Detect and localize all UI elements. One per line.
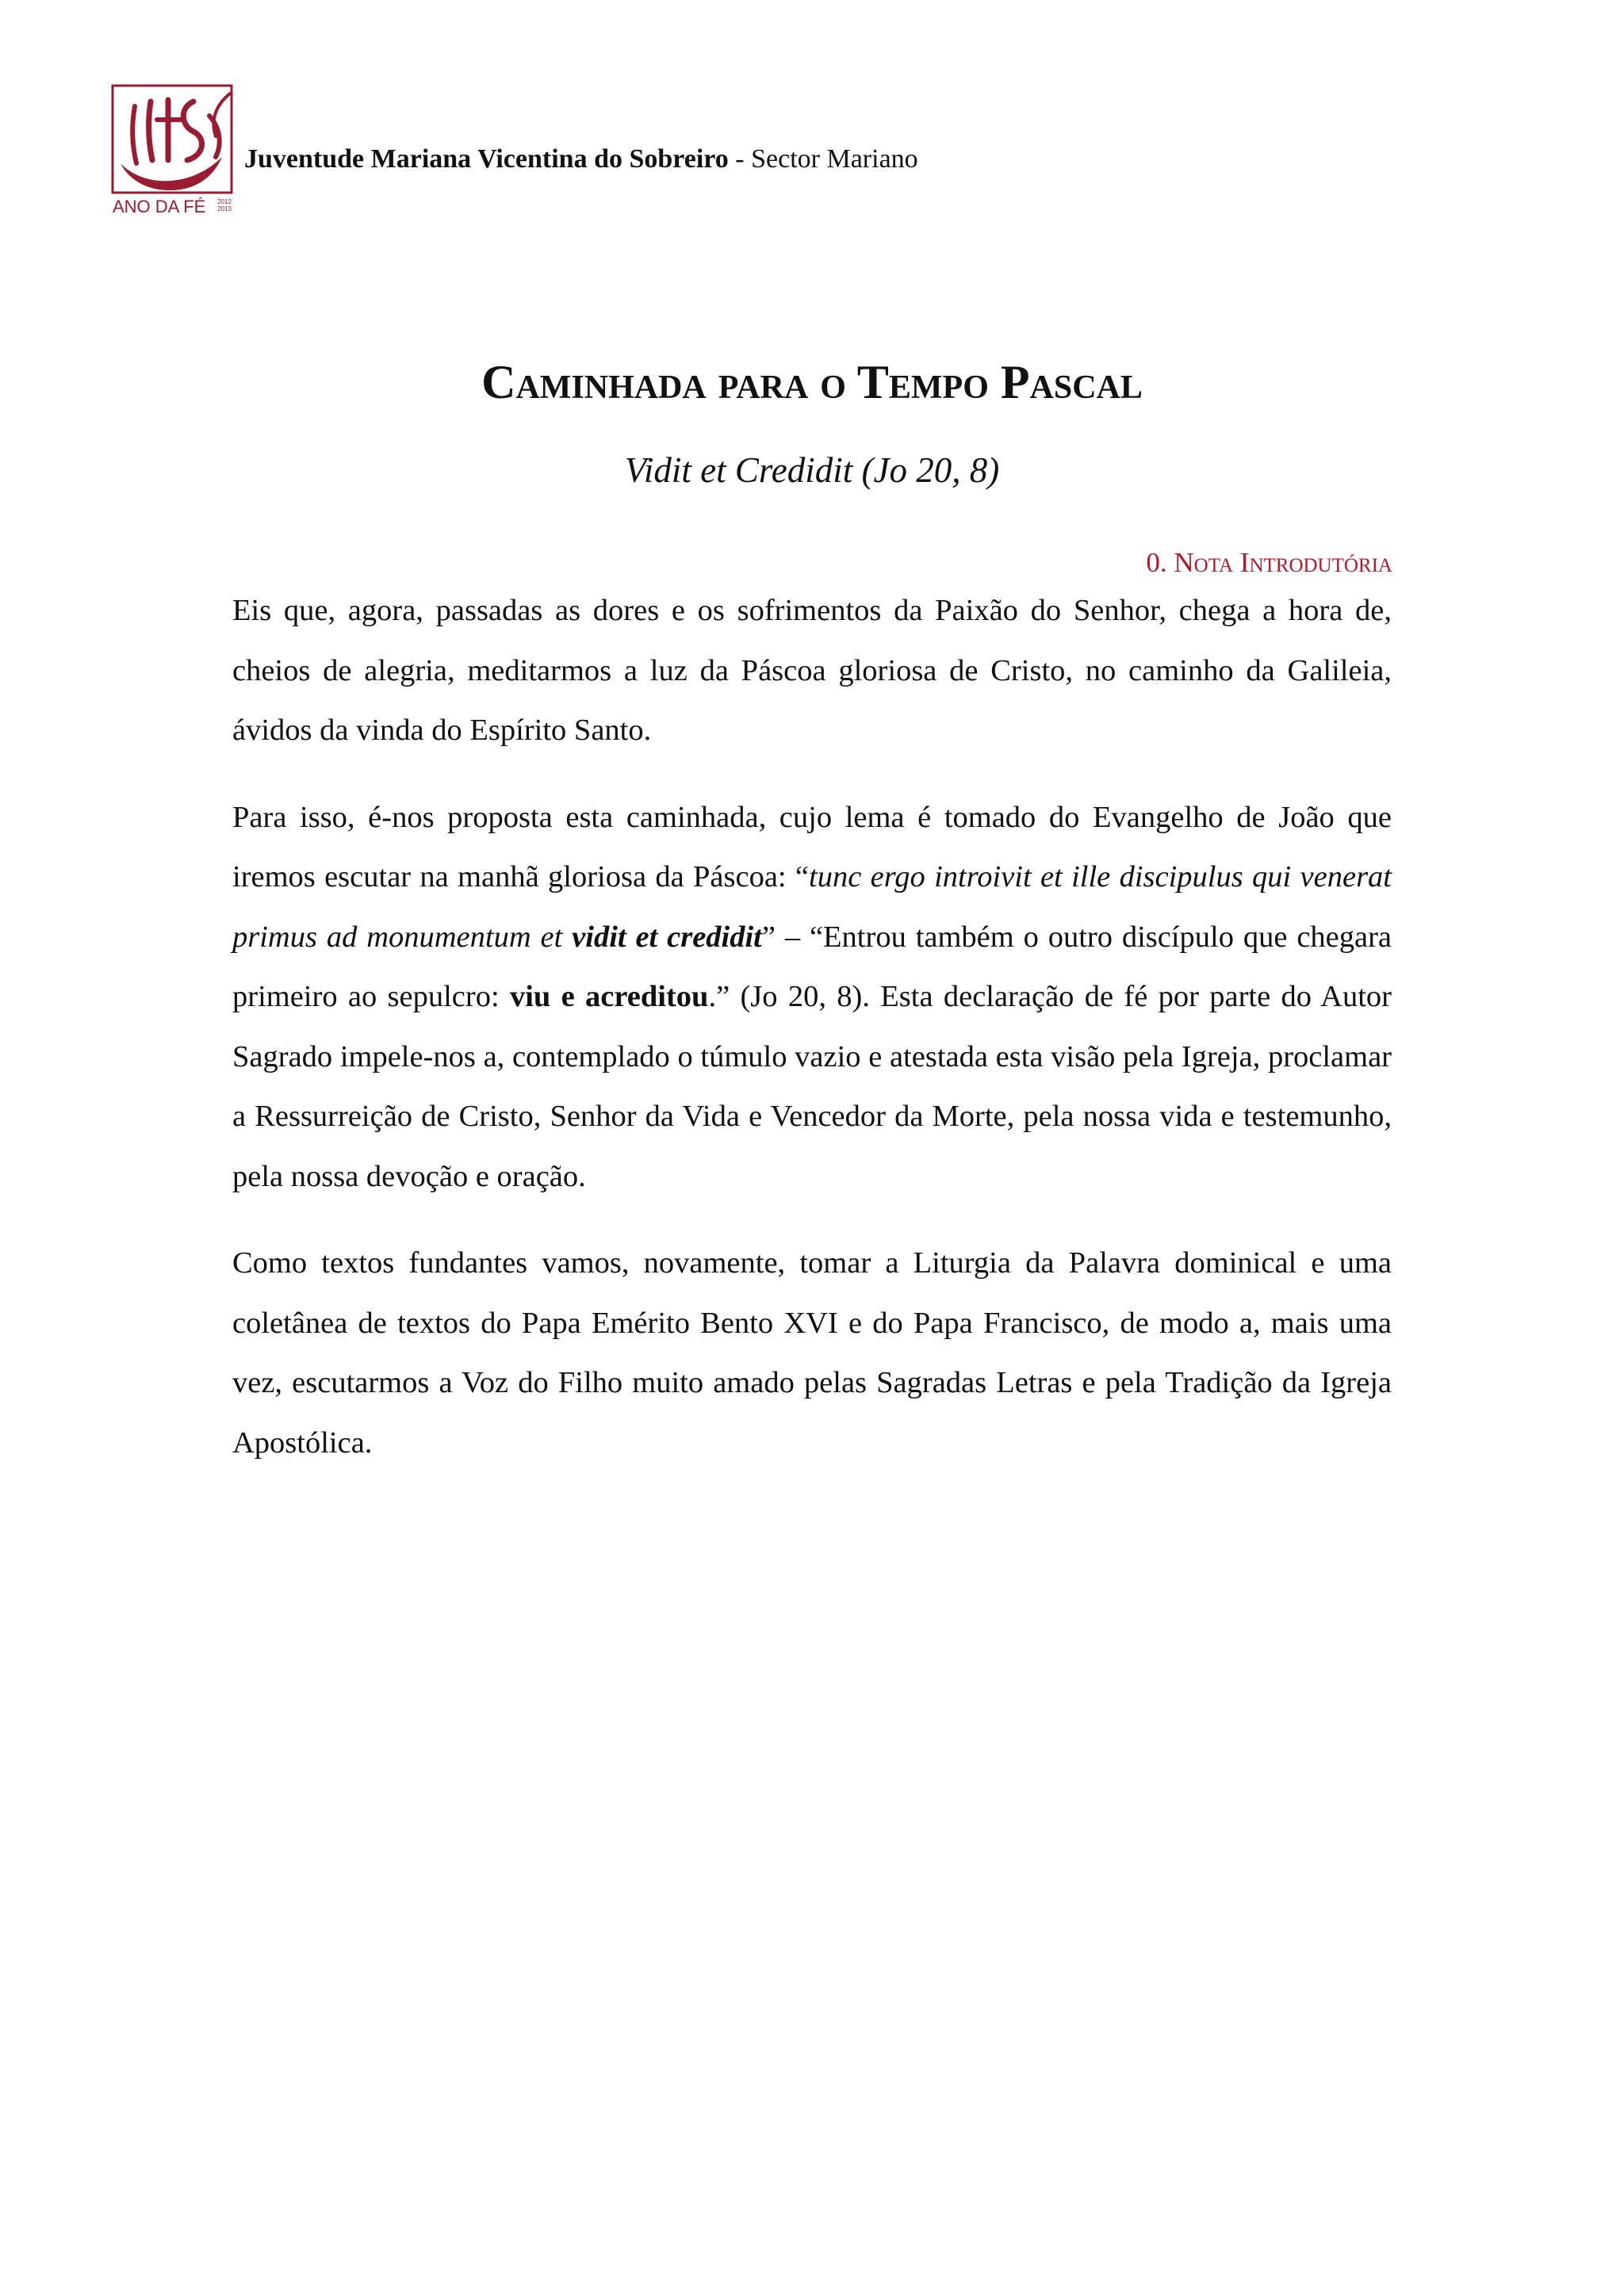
- latin-quote-emphasis: vidit et credidit: [572, 920, 762, 954]
- paragraph-3: Como textos fundantes vamos, novamente, tomar a Liturgia da Palavra dominical e uma coletânea de textos do Papa Emérito Bento XVI e do Papa Francisco, de modo a, mais uma vez, escutarmos a Voz do Filho muito amado pelas Sagradas Letras e pela Tradição da Igreja Apostólica.: [232, 1246, 1392, 1460]
- sector-name: Sector Mariano: [751, 144, 918, 174]
- paragraph-1: Eis que, agora, passadas as dores e os sofrimentos da Paixão do Senhor, chega a hora de, cheios de alegria, meditarmos a luz da Páscoa gloriosa de Cristo, no caminho da Galileia, ávidos da vinda do Espírito Santo.: [232, 594, 1392, 747]
- page-title: Caminhada para o Tempo Pascal: [481, 356, 1143, 408]
- header-text: [244, 144, 918, 174]
- paragraph-2-translation: ” – “Entrou também o outro discípulo que chegara primeiro ao sepulcro:: [232, 920, 1392, 1013]
- translation-emphasis: viu e acreditou: [509, 980, 709, 1013]
- year-of-faith-logo: [111, 84, 233, 219]
- organization-name: Juventude Mariana Vicentina do Sobreiro: [244, 144, 729, 174]
- latin-quote: tunc ergo introivit et ille discipulus qui venerat primus ad monumentum et: [232, 860, 1392, 954]
- body-text: [232, 581, 1392, 1500]
- paragraph-2-rest: .” (Jo 20, 8). Esta declaração de fé por parte do Autor Sagrado impele-nos a, contemplado o túmulo vazio e atestada esta visão pela Igreja, proclamar a Ressurreição de Cristo, Senhor da Vida e Vencedor da Morte, pela nossa vida e testemunho, pela nossa devoção e oração.: [232, 980, 1392, 1193]
- header-separator: -: [728, 144, 752, 174]
- logo-year: 2012 2013: [217, 198, 232, 212]
- paragraph-2: [232, 788, 1392, 1207]
- page-header: [111, 84, 918, 219]
- logo-caption: ANO DA FÉ: [113, 197, 206, 216]
- section-heading: 0. Nota Introdutória: [1146, 547, 1392, 578]
- page-subtitle: Vidit et Credidit (Jo 20, 8): [624, 450, 1000, 490]
- paragraph-2-text: Para isso, é-nos proposta esta caminhada, cujo lema é tomado do Evangelho de João que iremos escutar na manhã gloriosa da Páscoa: “: [232, 800, 1392, 894]
